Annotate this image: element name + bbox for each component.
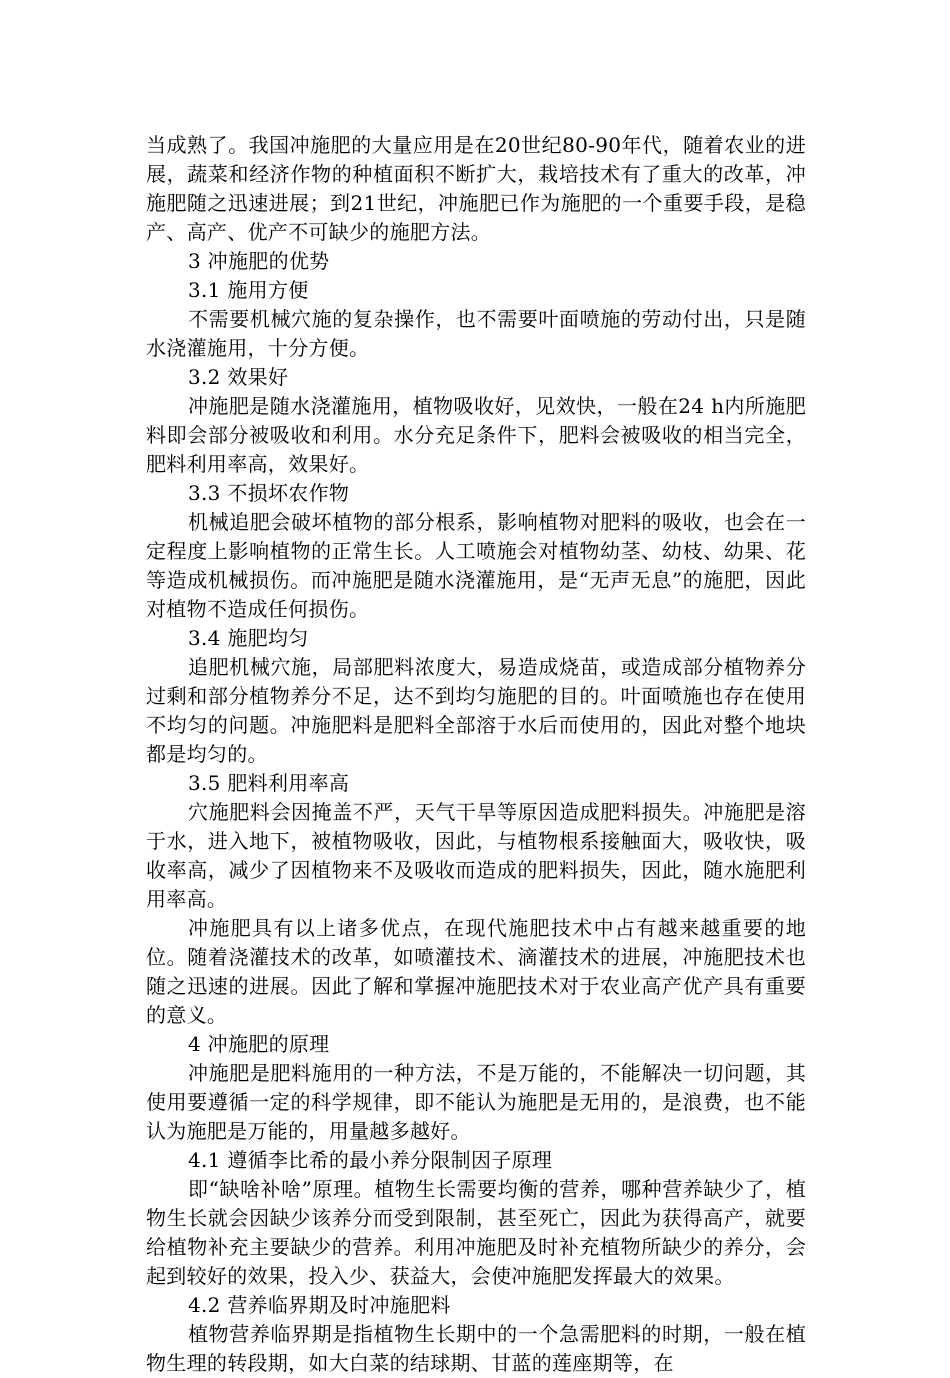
subsection-heading-3-2: 3.2 效果好	[188, 365, 289, 389]
subsection-heading-3-3: 3.3 不损坏农作物	[188, 481, 350, 505]
paragraph: 穴施肥料会因掩盖不严，天气干旱等原因造成肥料损失。冲施肥是溶于水，进入地下，被植物吸收，因此，与植物根系接触面大，吸收快，吸收率高，减少了因植物来不及吸收而造成的肥料损失，因此，随水施肥利用率高。	[146, 800, 806, 911]
document-body	[146, 131, 806, 1378]
paragraph: 冲施肥具有以上诸多优点，在现代施肥技术中占有越来越重要的地位。随着浇灌技术的改革，如喷灌技术、滴灌技术的进展，冲施肥技术也随之迅速的进展。因此了解和掌握冲施肥技术对于农业高产优产具有重要的意义。	[146, 916, 806, 1027]
paragraph: 不需要机械穴施的复杂操作，也不需要叶面喷施的劳动付出，只是随水浇灌施用，十分方便。	[146, 307, 806, 360]
subsection-heading-3-1: 3.1 施用方便	[188, 278, 309, 302]
paragraph-continued: 当成熟了。我国冲施肥的大量应用是在20世纪80-90年代，随着农业的进展，蔬菜和经济作物的种植面积不断扩大，栽培技术有了重大的改革，冲施肥随之迅速进展；到21世纪，冲施肥已作为施肥的一个重要手段，是稳产、高产、优产不可缺少的施肥方法。	[146, 133, 806, 244]
paragraph: 冲施肥是随水浇灌施用，植物吸收好，见效快，一般在24 h内所施肥料即会部分被吸收和利用。水分充足条件下，肥料会被吸收的相当完全，肥料利用率高，效果好。	[146, 394, 806, 476]
subsection-heading-3-4: 3.4 施肥均匀	[188, 626, 309, 650]
subsection-heading-3-5: 3.5 肥料利用率高	[188, 771, 350, 795]
section-heading-4: 4 冲施肥的原理	[188, 1032, 330, 1056]
subsection-heading-4-1: 4.1 遵循李比希的最小养分限制因子原理	[188, 1148, 553, 1172]
paragraph: 植物营养临界期是指植物生长期中的一个急需肥料的时期，一般在植物生理的转段期，如大白菜的结球期、甘蓝的莲座期等，在	[146, 1322, 806, 1375]
section-heading-3: 3 冲施肥的优势	[188, 249, 330, 273]
paragraph: 冲施肥是肥料施用的一种方法，不是万能的，不能解决一切问题，其使用要遵循一定的科学规律，即不能认为施肥是无用的，是浪费，也不能认为施肥是万能的，用量越多越好。	[146, 1061, 806, 1143]
paragraph: 机械追肥会破坏植物的部分根系，影响植物对肥料的吸收，也会在一定程度上影响植物的正常生长。人工喷施会对植物幼茎、幼枝、幼果、花等造成机械损伤。而冲施肥是随水浇灌施用，是“无声无息”的施肥，因此对植物不造成任何损伤。	[146, 510, 806, 621]
paragraph: 追肥机械穴施，局部肥料浓度大，易造成烧苗，或造成部分植物养分过剩和部分植物养分不足，达不到均匀施肥的目的。叶面喷施也存在使用不均匀的问题。冲施肥料是肥料全部溶于水后而使用的，因此对整个地块都是均匀的。	[146, 655, 806, 766]
subsection-heading-4-2: 4.2 营养临界期及时冲施肥料	[188, 1293, 451, 1317]
paragraph: 即“缺啥补啥”原理。植物生长需要均衡的营养，哪种营养缺少了，植物生长就会因缺少该养分而受到限制，甚至死亡，因此为获得高产，就要给植物补充主要缺少的营养。利用冲施肥及时补充植物所缺少的养分，会起到较好的效果，投入少、获益大，会使冲施肥发挥最大的效果。	[146, 1177, 806, 1288]
